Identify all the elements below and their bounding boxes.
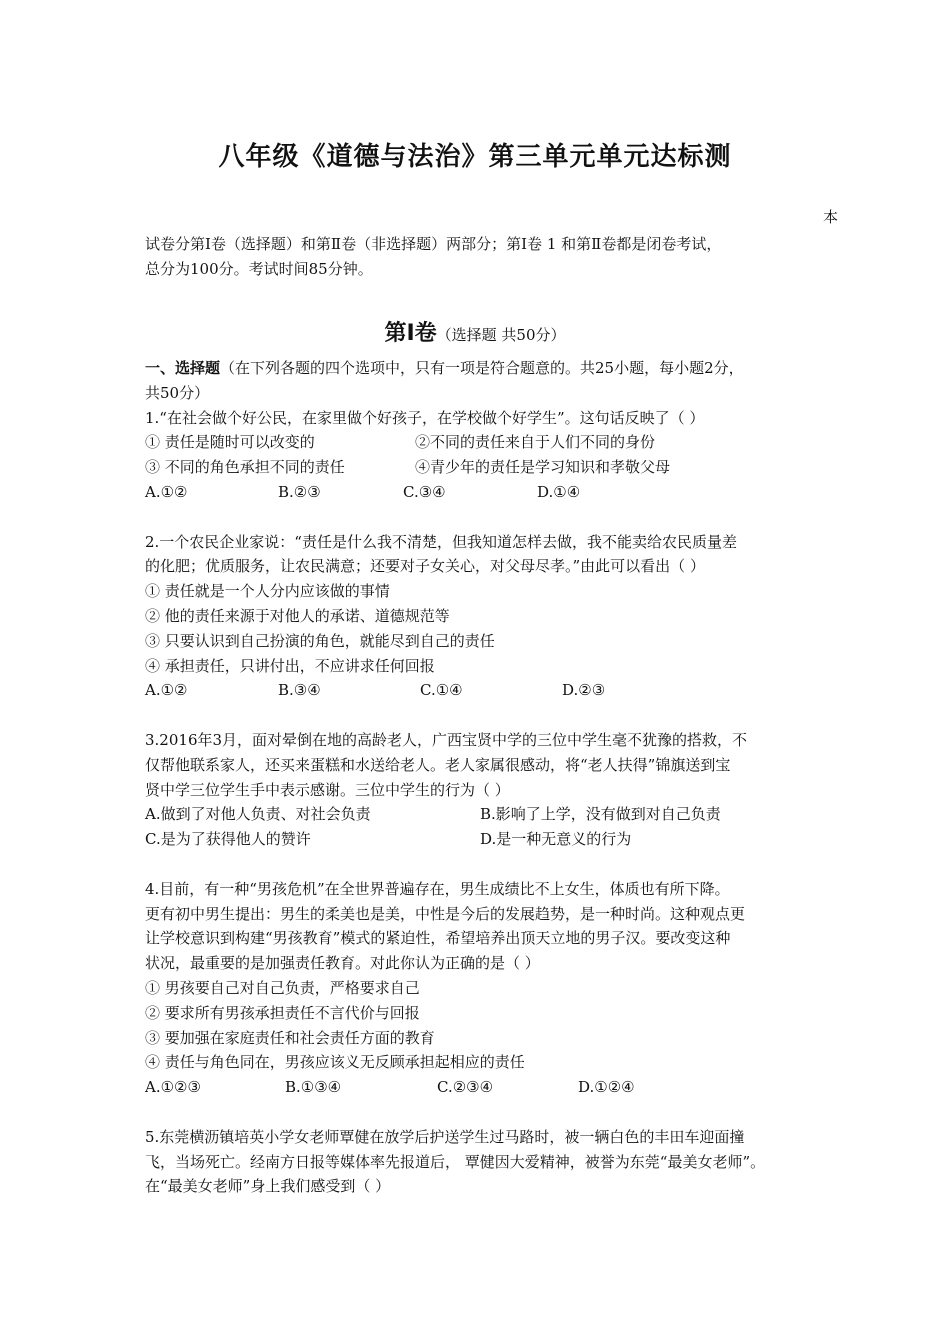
question-1-statements — [145, 455, 835, 480]
option-c: C.③④ — [403, 482, 446, 501]
document-title: 八年级《道德与法治》第三单元单元达标测 — [218, 142, 732, 172]
statement: ④ 责任与角色同在，男孩应该义无反顾承担起相应的责任 — [145, 1053, 525, 1072]
questions-body — [145, 356, 835, 1199]
option-a: A.做到了对他人负责、对社会负责 — [145, 805, 371, 824]
question-4-stem: 4.目前，有一种“男孩危机”在全世界普遍存在，男生成绩比不上女生，体质也有所下降。 — [145, 879, 730, 898]
instructions-label: 一、选择题 — [145, 359, 221, 377]
intro-line: 试卷分第Ⅰ卷（选择题）和第Ⅱ卷（非选择题）两部分；第Ⅰ卷 1 和第Ⅱ卷都是闭卷考试， — [145, 235, 722, 253]
question-2-stem: 的化肥；优质服务，让农民满意；还要对子女关心，对父母尽孝。”由此可以看出（ ） — [145, 557, 705, 576]
option-d: D.是一种无意义的行为 — [480, 830, 632, 849]
option-a: A.①② — [145, 482, 188, 501]
statement: ① 责任就是一个人分内应该做的事情 — [145, 582, 390, 601]
option-b: B.③④ — [278, 681, 321, 700]
question-3-stem: 仅帮他联系家人，还买来蛋糕和水送给老人。老人家属很感动，将“老人扶得”锦旗送到宝 — [145, 755, 731, 774]
question-3-options — [145, 827, 835, 852]
option-b: B.①③④ — [285, 1078, 342, 1097]
option-b: B.②③ — [278, 482, 321, 501]
option-d: D.②③ — [562, 681, 606, 700]
question-2-stem: 2.一个农民企业家说：“责任是什么我不清楚，但我知道怎样去做，我不能卖给农民质量差 — [145, 532, 737, 551]
option-c: C.②③④ — [437, 1078, 494, 1097]
question-1-statements — [145, 430, 835, 455]
statement: ④ 承担责任，只讲付出，不应讲求任何回报 — [145, 656, 435, 675]
statement: ① 责任是随时可以改变的 — [145, 433, 315, 452]
question-4-stem: 状况，最重要的是加强责任教育。对此你认为正确的是（ ） — [145, 954, 540, 973]
statement: ② 要求所有男孩承担责任不言代价与回报 — [145, 1003, 420, 1022]
question-1-options — [145, 480, 835, 505]
question-3-options — [145, 802, 835, 827]
instructions-line — [145, 356, 835, 381]
section-title: 第Ⅰ卷 — [384, 321, 437, 346]
question-3-stem: 贤中学三位学生手中表示感谢。三位中学生的行为（ ） — [145, 780, 510, 799]
option-c: C.是为了获得他人的赞许 — [145, 830, 311, 849]
question-5-stem: 5.东莞横沥镇培英小学女老师覃健在放学后护送学生过马路时，被一辆白色的丰田车迎面撞 — [145, 1127, 745, 1146]
statement: ③ 要加强在家庭责任和社会责任方面的教育 — [145, 1028, 435, 1047]
option-c: C.①④ — [420, 681, 463, 700]
instructions-line: 共50分） — [145, 383, 210, 402]
option-d: D.①④ — [537, 482, 581, 501]
statement: ④青少年的责任是学习知识和孝敬父母 — [415, 458, 671, 477]
intro-paragraph — [145, 232, 845, 282]
question-4-options — [145, 1075, 835, 1100]
intro-first-char: 本 — [823, 208, 839, 226]
instructions-text: （在下列各题的四个选项中，只有一项是符合题意的。共25小题，每小题2分， — [220, 359, 744, 377]
intro-line: 总分为100分。考试时间85分钟。 — [145, 259, 373, 278]
option-b: B.影响了上学，没有做到对自己负责 — [480, 805, 721, 824]
question-5-stem: 在“最美女老师”身上我们感受到（ ） — [145, 1177, 391, 1196]
statement: ① 男孩要自己对自己负责，严格要求自己 — [145, 978, 420, 997]
question-4-stem: 让学校意识到构建“男孩教育”模式的紧迫性，希望培养出顶天立地的男子汉。要改变这种 — [145, 929, 731, 948]
statement: ③ 不同的角色承担不同的责任 — [145, 458, 345, 477]
option-d: D.①②④ — [578, 1078, 635, 1097]
question-5-stem: 飞，当场死亡。经南方日报等媒体率先报道后， 覃健因大爱精神，被誉为东莞“最美女老师”。 — [145, 1152, 766, 1171]
statement: ③ 只要认识到自己扮演的角色，就能尽到自己的责任 — [145, 631, 495, 650]
option-a: A.①② — [145, 681, 188, 700]
section-heading — [0, 316, 950, 347]
statement: ② 他的责任来源于对他人的承诺、道德规范等 — [145, 606, 450, 625]
question-2-options — [145, 678, 835, 703]
statement: ②不同的责任来自于人们不同的身份 — [415, 433, 656, 452]
question-3-stem: 3.2016年3月，面对晕倒在地的高龄老人，广西宝贤中学的三位中学生毫不犹豫的搭救，不 — [145, 730, 748, 749]
section-subtitle: （选择题 共50分） — [436, 326, 566, 344]
question-1-stem: 1.“在社会做个好公民，在家里做个好孩子，在学校做个好学生”。这句话反映了（ ） — [145, 408, 705, 427]
question-4-stem: 更有初中男生提出：男生的柔美也是美，中性是今后的发展趋势，是一种时尚。这种观点更 — [145, 904, 746, 923]
option-a: A.①②③ — [145, 1078, 201, 1097]
